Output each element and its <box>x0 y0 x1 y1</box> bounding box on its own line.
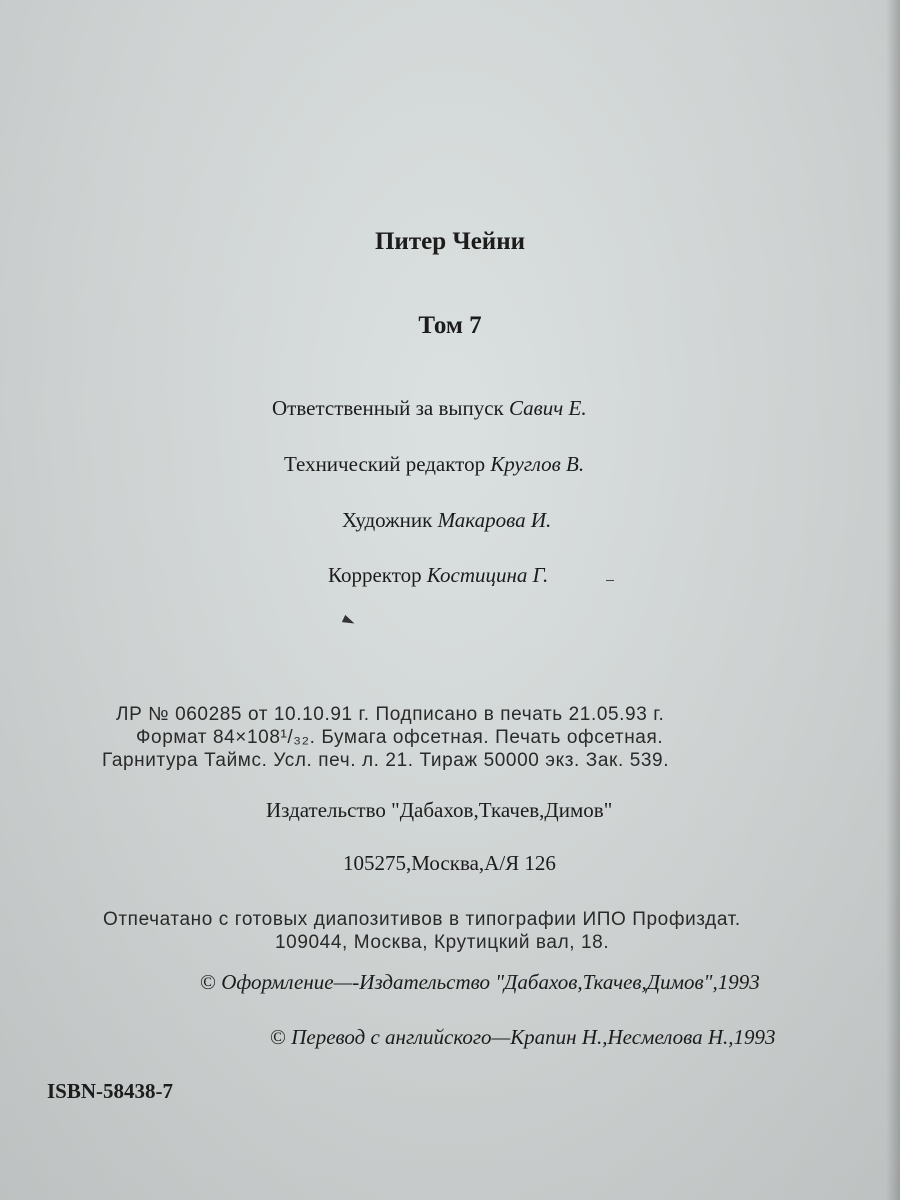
credit-person: Савич Е. <box>508 396 587 420</box>
credit-person: Костицина Г. <box>426 563 549 587</box>
author-name: Питер Чейни <box>374 228 526 255</box>
copyright-translation <box>270 1025 776 1050</box>
imprint-line: Гарнитура Таймс. Усл. печ. л. 21. Тираж 50000 экз. Зак. 539. <box>102 750 670 771</box>
copyright-design <box>200 970 760 995</box>
imprint-line: ЛР № 060285 от 10.10.91 г. Подписано в печать 21.05.93 г. <box>116 704 665 725</box>
copyright-symbol: © <box>200 970 216 994</box>
printer-line: 109044, Москва, Крутицкий вал, 18. <box>275 932 610 953</box>
copyright-text: Перевод с английского—Крапин Н.,Несмелова Н. <box>291 1025 729 1049</box>
credit-line-release-manager <box>272 396 587 421</box>
publisher-address: 105275,Москва,А/Я 126 <box>343 851 556 875</box>
credit-role: Художник <box>342 508 433 532</box>
printer-line: Отпечатано с готовых диапозитивов в типографии ИПО Профиздат. <box>103 909 741 930</box>
credit-line-technical-editor <box>284 452 584 477</box>
pen-tick-mark <box>606 580 614 581</box>
credit-role: Ответственный за выпуск <box>272 396 504 420</box>
credit-line-proofreader <box>328 563 548 588</box>
isbn-number: ISBN-58438-7 <box>47 1079 174 1103</box>
volume-title: Том 7 <box>418 312 482 339</box>
credit-line-artist <box>342 508 551 533</box>
pen-arrow-mark <box>342 615 356 627</box>
credit-role: Корректор <box>328 563 422 587</box>
copyright-symbol: © <box>270 1025 286 1049</box>
page-edge-shadow <box>886 0 900 1200</box>
copyright-text: Оформление—-Издательство "Дабахов,Ткачев,Димов" <box>221 970 713 994</box>
credit-person: Макарова И. <box>437 508 552 532</box>
copyright-year: ,1993 <box>728 1025 776 1049</box>
credit-person: Круглов В. <box>490 452 585 476</box>
copyright-year: ,1993 <box>712 970 760 994</box>
credit-role: Технический редактор <box>284 452 486 476</box>
imprint-line: Формат 84×108¹/₃₂. Бумага офсетная. Печать офсетная. <box>136 727 664 748</box>
publisher-name: Издательство "Дабахов,Ткачев,Димов" <box>266 798 613 822</box>
